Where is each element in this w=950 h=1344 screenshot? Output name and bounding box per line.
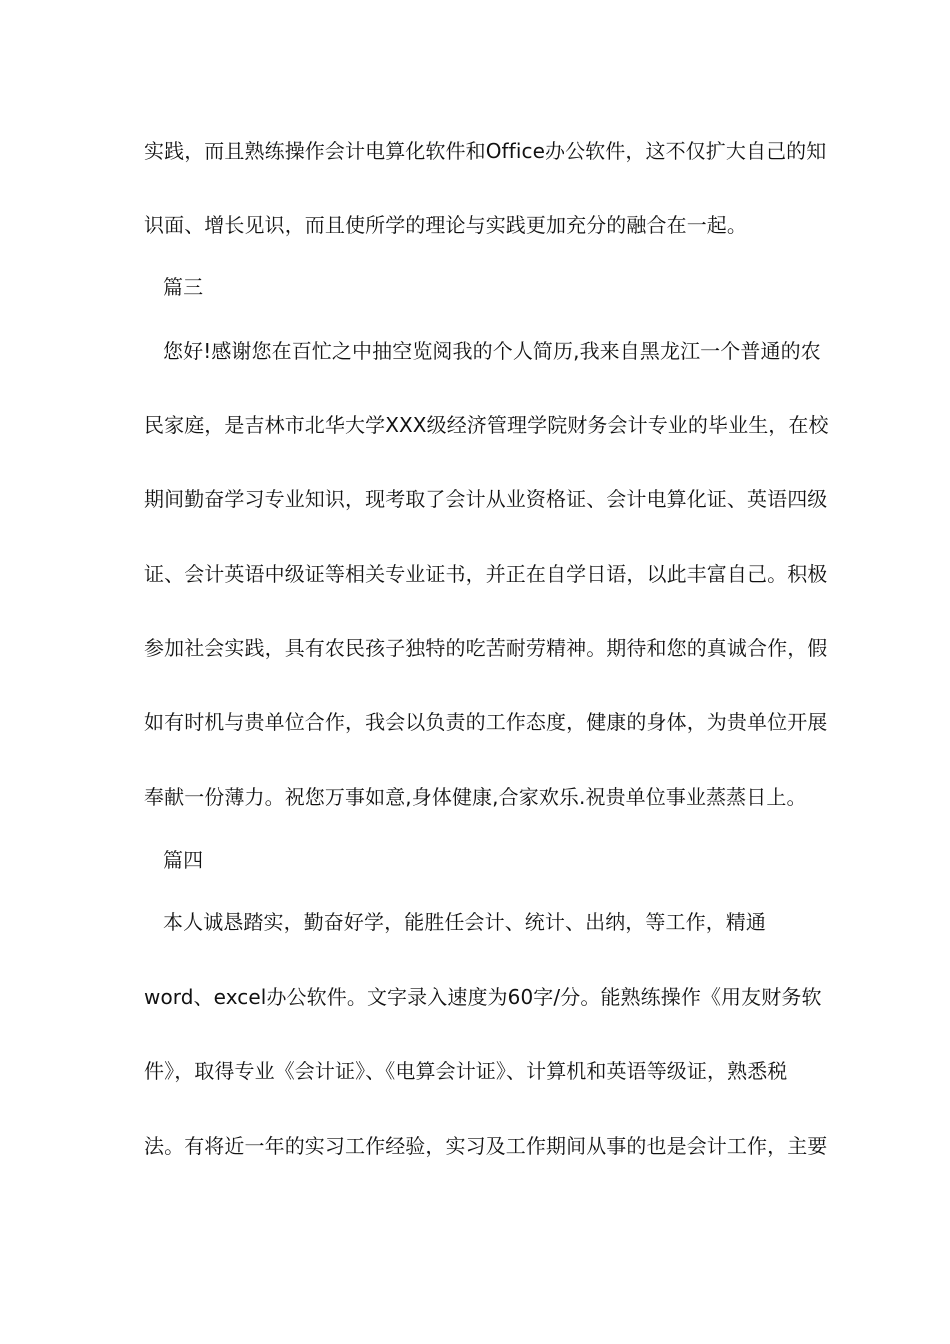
paragraph-line: 您好!感谢您在百忙之中抽空览阅我的个人简历,我来自黑龙江一个普通的农 [163, 339, 821, 363]
paragraph-line: 期间勤奋学习专业知识，现考取了会计从业资格证、会计电算化证、英语四级 [144, 487, 828, 511]
paragraph-line: 如有时机与贵单位合作，我会以负责的工作态度，健康的身体，为贵单位开展 [144, 710, 828, 734]
paragraph-line: 民家庭，是吉林市北华大学XXX级经济管理学院财务会计专业的毕业生，在校 [144, 413, 829, 437]
paragraph-line: 本人诚恳踏实，勤奋好学，能胜任会计、统计、出纳，等工作，精通 [163, 910, 766, 934]
paragraph-line: 参加社会实践，具有农民孩子独特的吃苦耐劳精神。期待和您的真诚合作，假 [144, 636, 828, 660]
paragraph-line: 奉献一份薄力。祝您万事如意,身体健康,合家欢乐.祝贵单位事业蒸蒸日上。 [144, 785, 807, 809]
paragraph-line: 识面、增长见识，而且使所学的理论与实践更加充分的融合在一起。 [144, 213, 747, 237]
paragraph-line: 法。有将近一年的实习工作经验，实习及工作期间从事的也是会计工作，主要 [144, 1134, 828, 1158]
paragraph-line: word、excel办公软件。文字录入速度为60字/分。能熟练操作《用友财务软 [144, 985, 822, 1009]
paragraph-line: 件》，取得专业《会计证》、《电算会计证》、计算机和英语等级证，熟悉税 [144, 1059, 788, 1083]
paragraph-line: 证、会计英语中级证等相关专业证书，并正在自学日语，以此丰富自己。积极 [144, 562, 828, 586]
section-heading: 篇四 [163, 848, 204, 872]
paragraph-line: 实践，而且熟练操作会计电算化软件和Office办公软件，这不仅扩大自己的知 [144, 139, 827, 163]
section-heading: 篇三 [163, 275, 204, 299]
